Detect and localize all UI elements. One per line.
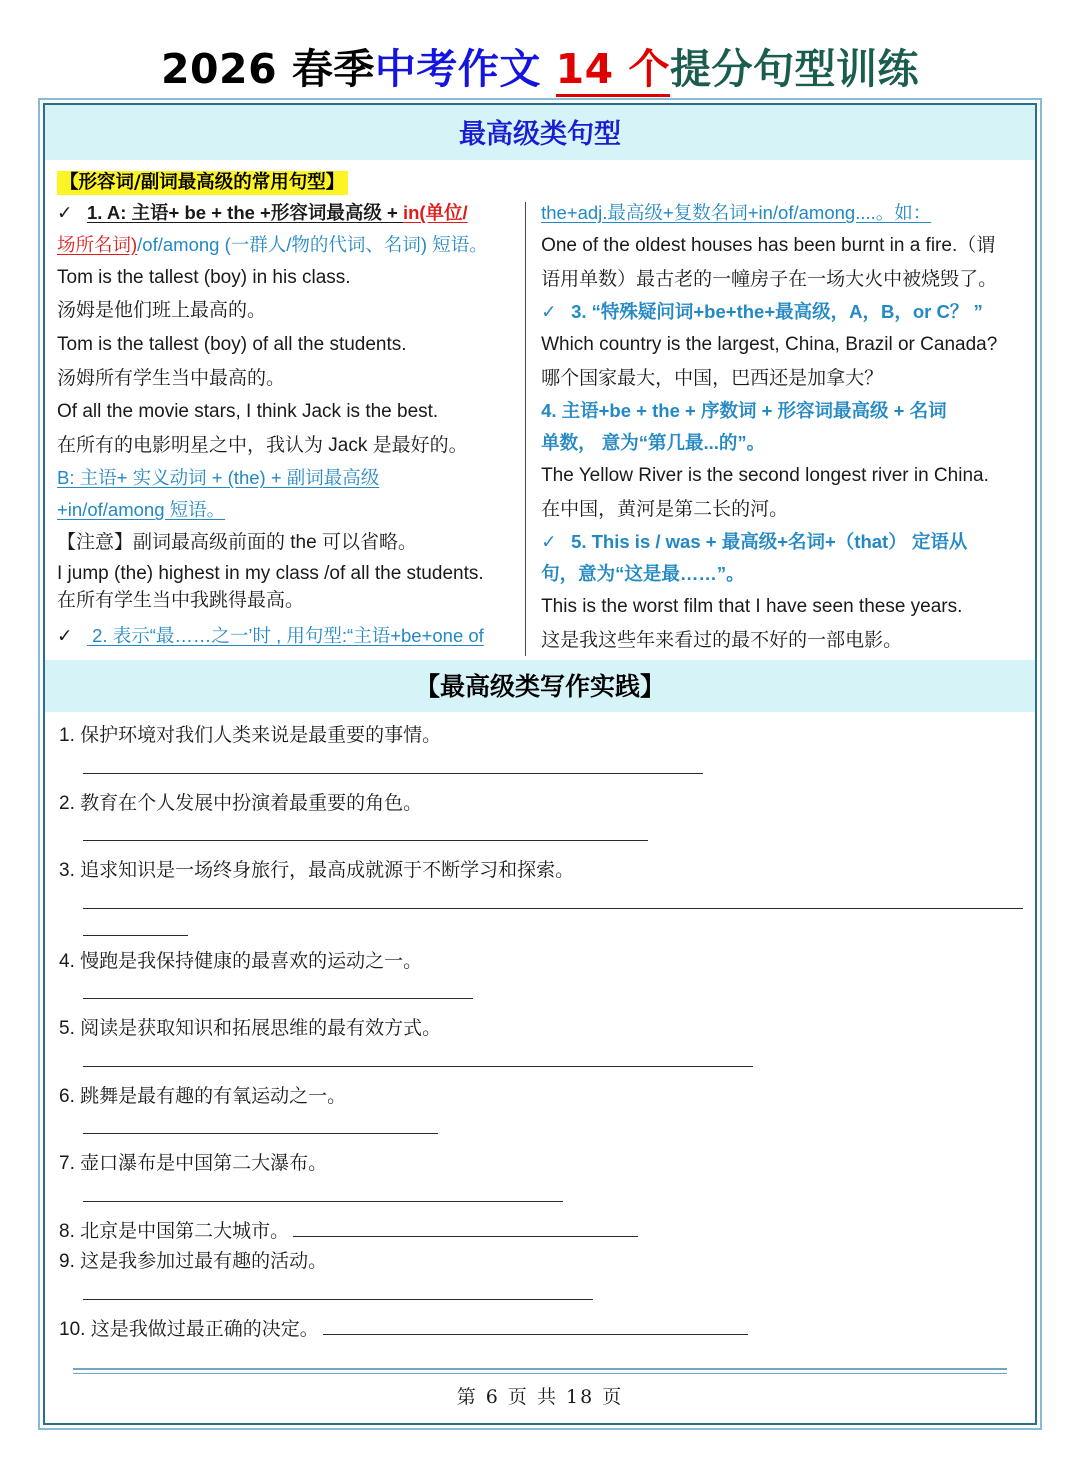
rule-5-line-2 xyxy=(541,559,1025,589)
title-exam: 中考作文 xyxy=(374,45,541,93)
check-icon: ✓ xyxy=(541,301,557,323)
rule-5-text-1: 5. This is / was + 最高级+名词+（that） 定语从 xyxy=(571,531,968,553)
check-icon: ✓ xyxy=(57,202,73,223)
practice-item-text: 慢跑是我保持健康的最喜欢的运动之一。 xyxy=(80,950,423,972)
rule-1a-red-1: in(单位/ xyxy=(402,202,468,223)
practice-item xyxy=(59,1015,1019,1044)
rule-1a-main: 1. A: 主语+ be + the +形容词最高级 + xyxy=(87,202,403,223)
highlight-row xyxy=(45,160,1035,196)
note-example-cn: 在所有学生当中我跳得最高。 xyxy=(57,590,305,612)
answer-line[interactable] xyxy=(83,1066,753,1067)
highlight-label: 【形容词/副词最高级的常用句型】 xyxy=(57,171,348,195)
example-1-cn: 汤姆是他们班上最高的。 xyxy=(57,300,267,322)
rule-1a xyxy=(57,198,511,228)
page-number: 第 6 页 共 18 页 xyxy=(456,1386,624,1408)
rule-5-text-2: 句，意为“这是最……”。 xyxy=(541,563,745,585)
practice-item-number: 7. xyxy=(59,1153,81,1175)
practice-item-number: 5. xyxy=(59,1018,81,1040)
title-tail: 提分句型训练 xyxy=(670,45,919,93)
rule-4-text-1: 4. 主语+be + the + 序数词 + 形容词最高级 + 名词 xyxy=(541,400,947,422)
practice-item-number: 9. xyxy=(59,1251,81,1273)
practice-item xyxy=(59,790,1019,819)
practice-item-text: 跳舞是最有趣的有氧运动之一。 xyxy=(80,1085,347,1107)
rule-3-text: 3. “特殊疑问词+be+the+最高级，A，B，or C？ ” xyxy=(571,301,983,323)
title-year: 2026 xyxy=(160,45,292,93)
practice-item-text: 这是我做过最正确的决定。 xyxy=(90,1318,319,1340)
note-example-en: I jump (the) highest in my class /of all the students. xyxy=(57,562,484,584)
example-5-cn: 哪个国家最大，中国，巴西还是加拿大？ xyxy=(541,367,884,389)
answer-line[interactable] xyxy=(83,1201,563,1202)
rule-2 xyxy=(57,621,511,651)
right-column xyxy=(526,196,1025,658)
practice-item-number: 8. xyxy=(59,1220,81,1242)
rule-2-text: 2. 表示“最……之一’时 , 用句型:“主语+be+one of xyxy=(87,625,484,647)
example-6-cn: 在中国，黄河是第二长的河。 xyxy=(541,498,789,520)
answer-line-continued[interactable] xyxy=(83,935,188,936)
practice-item-text: 教育在个人发展中扮演着最重要的角色。 xyxy=(80,792,423,814)
practice-item-number: 1. xyxy=(59,725,81,747)
example-1-en: Tom is the tallest (boy) in his class. xyxy=(57,266,351,288)
practice-item-number: 3. xyxy=(59,860,81,882)
rule-1a-cont xyxy=(57,230,511,260)
example-7-cn: 这是我这些年来看过的最不好的一部电影。 xyxy=(541,629,903,651)
practice-item xyxy=(59,948,1019,977)
answer-line[interactable] xyxy=(83,773,703,774)
check-icon: ✓ xyxy=(541,531,557,553)
rule-3 xyxy=(541,297,1025,327)
example-3-en: Of all the movie stars, I think Jack is the best. xyxy=(57,401,439,423)
page-frame xyxy=(38,98,1042,1430)
check-icon: ✓ xyxy=(57,625,73,647)
rule-2-cont-text: the+adj.最高级+复数名词+in/of/among....。如： xyxy=(541,202,932,223)
practice-item xyxy=(59,1150,1019,1179)
rule-1a-blue: /of/among (一群人/物的代词、名词) 短语。 xyxy=(137,233,488,255)
rule-4-line-2 xyxy=(541,428,1025,458)
practice-list xyxy=(45,712,1035,1344)
practice-item-number: 6. xyxy=(59,1085,81,1107)
practice-item xyxy=(59,857,1019,886)
example-3-cn: 在所有的电影明星之中，我认为 Jack 是最好的。 xyxy=(57,434,468,456)
practice-item-text: 壶口瀑布是中国第二大瀑布。 xyxy=(80,1153,328,1175)
practice-item xyxy=(59,1083,1019,1112)
example-2-cn: 汤姆所有学生当中最高的。 xyxy=(57,367,286,389)
practice-item xyxy=(59,1218,1019,1247)
answer-line[interactable] xyxy=(83,840,648,841)
page-footer xyxy=(45,1368,1035,1409)
answer-line[interactable] xyxy=(83,1133,438,1134)
answer-line[interactable] xyxy=(293,1222,638,1237)
left-column xyxy=(57,196,525,658)
example-4-en: One of the oldest houses has been burnt in a fire.（谓 xyxy=(541,234,996,256)
rule-1a-red-2: 场所名词) xyxy=(57,233,138,255)
example-6-en: The Yellow River is the second longest river in China. xyxy=(541,465,989,486)
rule-5-line-1 xyxy=(541,527,1025,557)
rule-4-text-2: 单数， 意为“第几最...的”。 xyxy=(541,432,766,454)
rule-1b-text-1: B: 主语+ 实义动词 + (the) + 副词最高级 xyxy=(57,467,380,489)
rule-2-continued xyxy=(541,198,1025,228)
answer-line[interactable] xyxy=(323,1320,748,1335)
title-season: 春季 xyxy=(291,45,375,93)
answer-line[interactable] xyxy=(83,908,1023,909)
page-frame-inner xyxy=(43,103,1037,1425)
example-7-en: This is the worst film that I have seen these years. xyxy=(541,596,963,617)
practice-item-number: 4. xyxy=(59,950,81,972)
grammar-columns xyxy=(45,196,1035,658)
rule-1b-line-1 xyxy=(57,463,511,493)
rule-1b-text-2: +in/of/among 短语。 xyxy=(57,499,226,521)
note-label: 【注意】副词最高级前面的 the 可以省略。 xyxy=(57,532,417,554)
practice-item-text: 阅读是获取知识和拓展思维的最有效方式。 xyxy=(80,1018,442,1040)
section-banner: 最高级类句型 xyxy=(45,105,1035,160)
practice-item-text: 追求知识是一场终身旅行，最高成就源于不断学习和探索。 xyxy=(80,860,575,882)
practice-item xyxy=(59,1316,1019,1345)
practice-item-number: 2. xyxy=(59,792,81,814)
practice-banner: 【最高级类写作实践】 xyxy=(45,660,1035,712)
answer-line[interactable] xyxy=(83,1299,593,1300)
example-4-cn: 语用单数）最古老的一幢房子在一场大火中被烧毁了。 xyxy=(541,268,998,290)
page-title xyxy=(0,0,1080,113)
example-5-en: Which country is the largest, China, Brazil or Canada? xyxy=(541,334,998,355)
practice-item-text: 这是我参加过最有趣的活动。 xyxy=(80,1251,328,1273)
example-2-en: Tom is the tallest (boy) of all the students. xyxy=(57,334,407,355)
practice-item-text: 北京是中国第二大城市。 xyxy=(80,1220,290,1242)
footer-divider xyxy=(73,1368,1007,1374)
practice-item xyxy=(59,1248,1019,1277)
practice-item xyxy=(59,722,1019,751)
answer-line[interactable] xyxy=(83,998,473,999)
title-count: 14 个 xyxy=(556,45,670,97)
rule-4-line-1 xyxy=(541,396,1025,426)
practice-item-text: 保护环境对我们人类来说是最重要的事情。 xyxy=(80,725,442,747)
rule-1b-line-2 xyxy=(57,495,511,525)
practice-item-number: 10. xyxy=(59,1318,91,1340)
